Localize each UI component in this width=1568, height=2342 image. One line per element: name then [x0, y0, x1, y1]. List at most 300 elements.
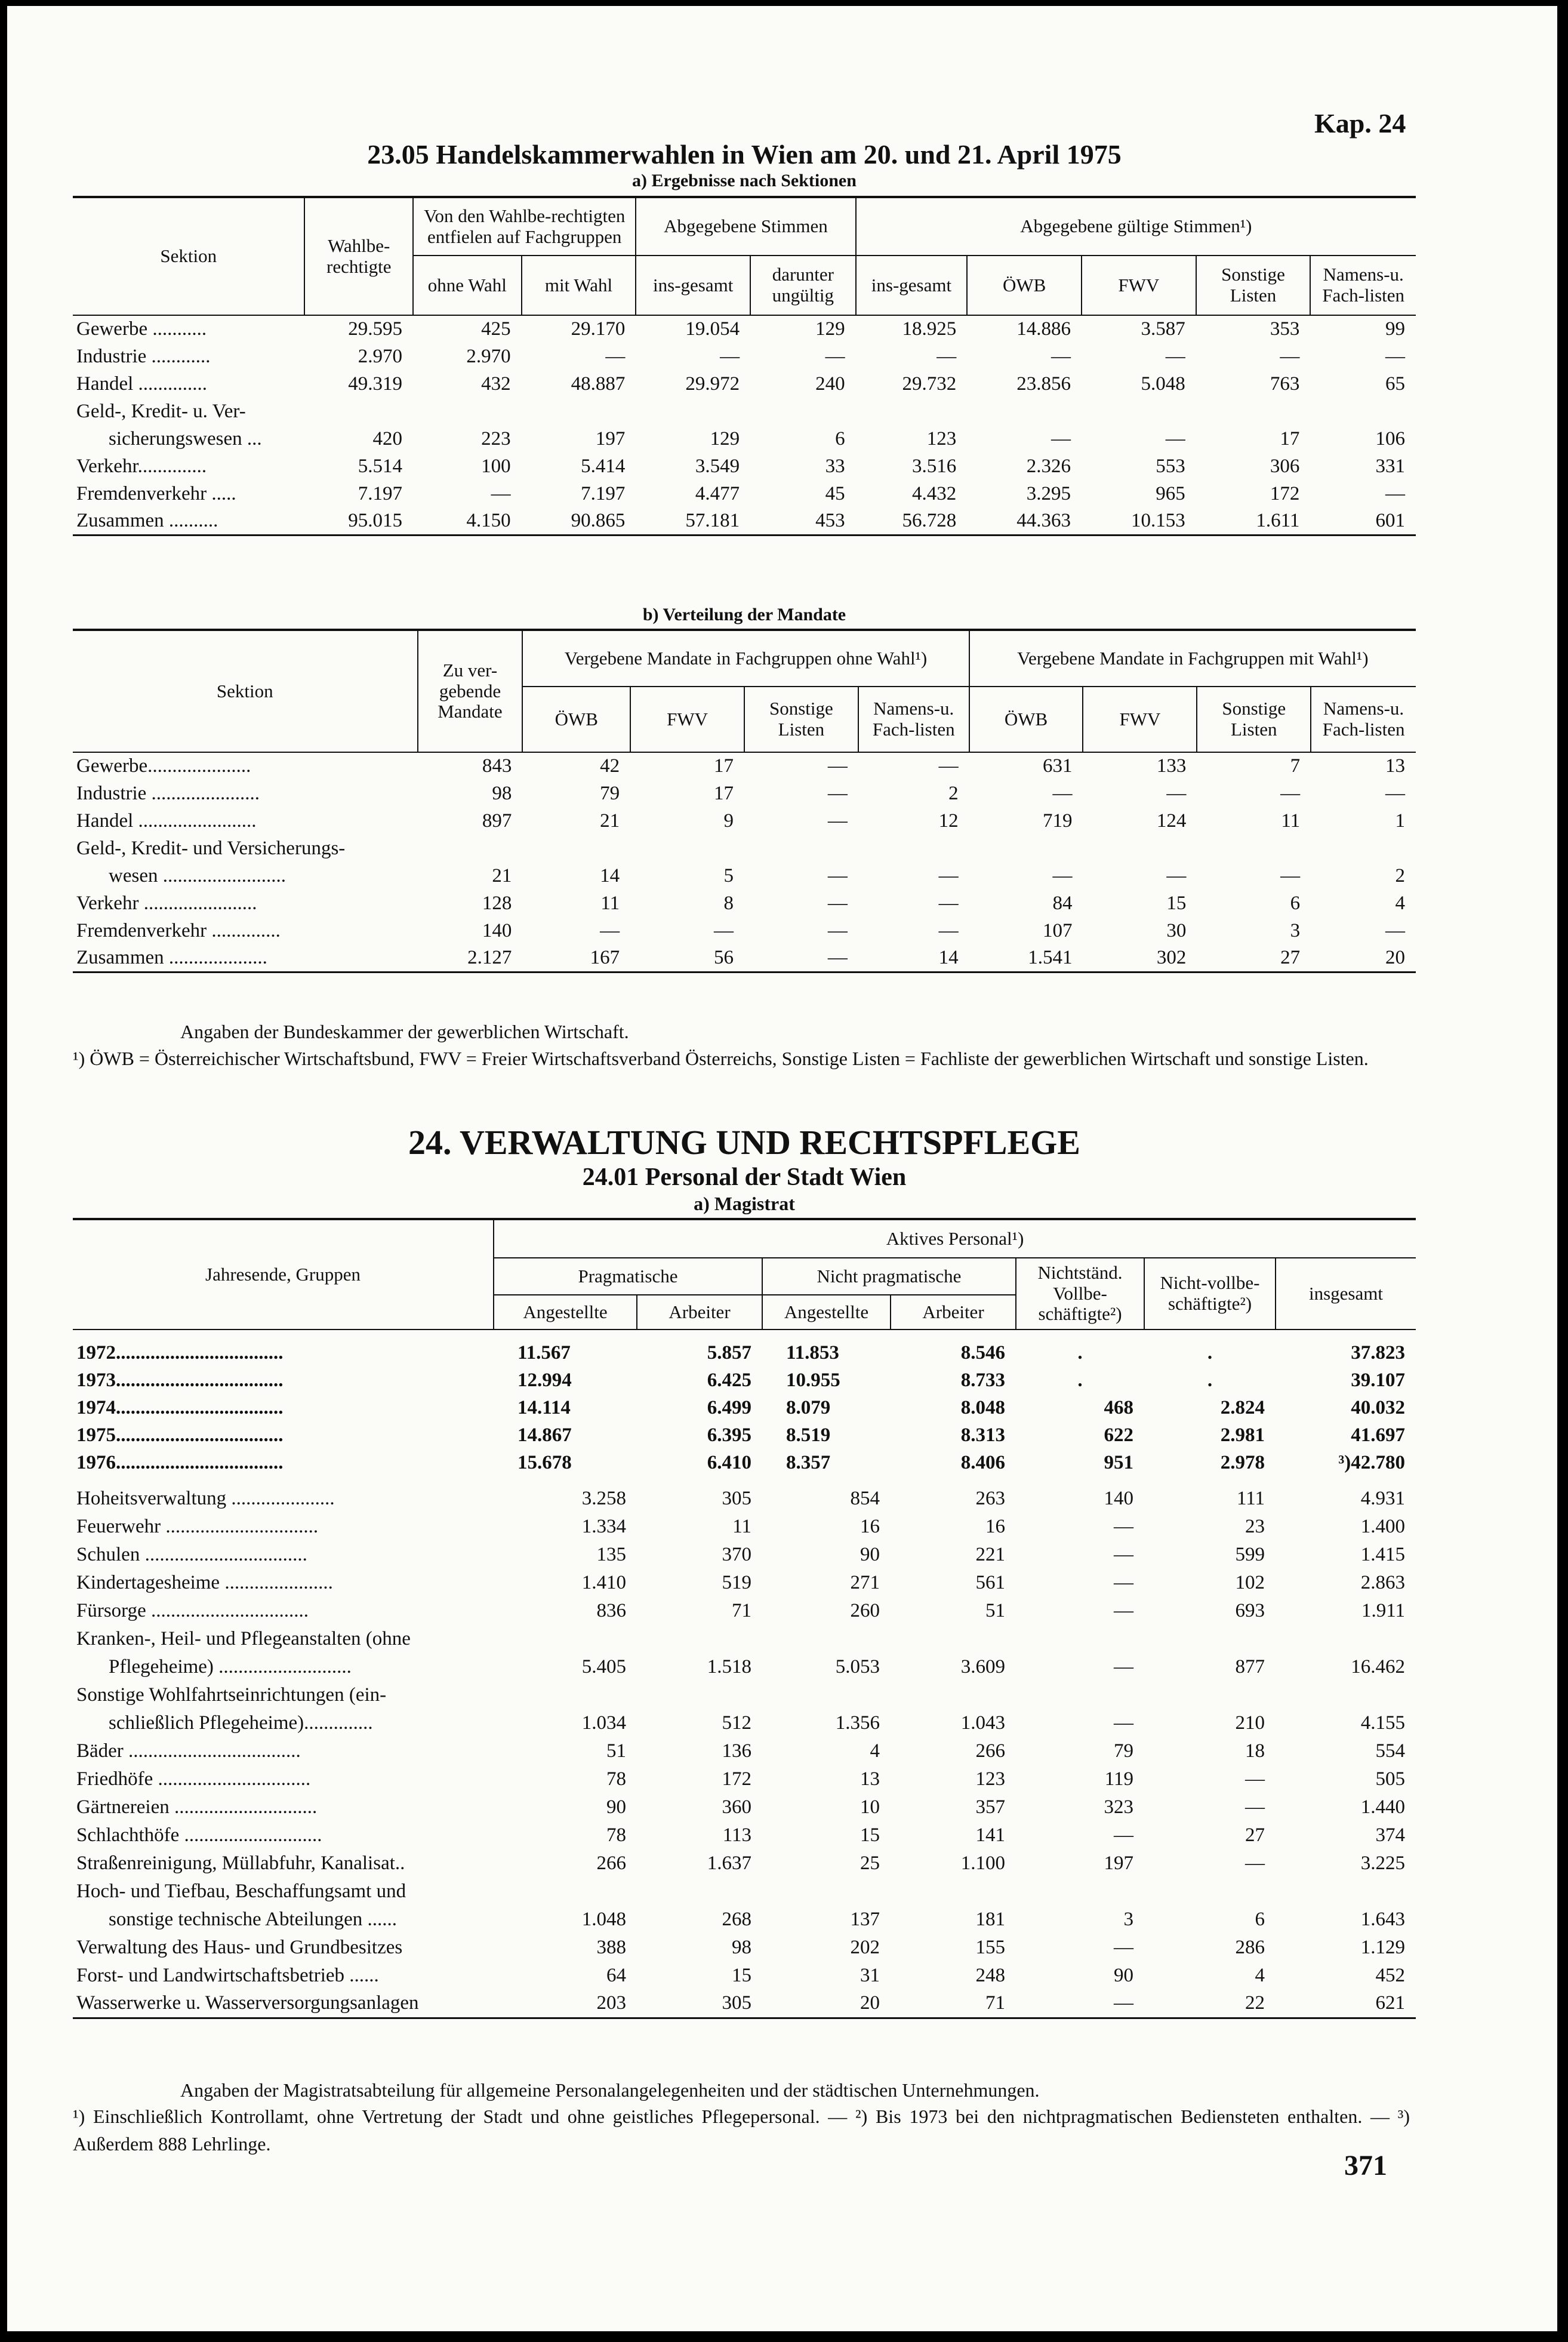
table-cell: —: [1166, 782, 1187, 804]
table-cell: 7.197: [358, 482, 403, 504]
table-cell: 64: [606, 1965, 626, 1986]
table-cell: 3.587: [1141, 318, 1185, 340]
table-row: [73, 1513, 1416, 1541]
table-row: [73, 752, 1416, 780]
table-cell: 98: [492, 782, 512, 804]
header-nichtstaend: Nichtständ. Vollbe-schäftigte²): [1016, 1258, 1144, 1330]
table-cell: 453: [815, 509, 845, 531]
table-cell: 4.150: [466, 509, 511, 531]
table-cell: 266: [596, 1852, 626, 1874]
header-zu-vergebende: Zu ver-gebende Mandate: [418, 630, 523, 752]
table-cell: 360: [722, 1796, 751, 1818]
table-cell: —: [937, 345, 957, 367]
row-label: Gewerbe ...........: [76, 318, 207, 340]
table-cell: 271: [850, 1572, 880, 1593]
table-cell: 8.733: [960, 1369, 1005, 1391]
table-cell: 79: [600, 782, 620, 804]
table-row: [73, 1765, 1416, 1793]
header-mit-wahl: Vergebene Mandate in Fachgruppen mit Wahl¹): [969, 630, 1416, 687]
table-cell: [1144, 1625, 1276, 1653]
row-label: Forst- und Landwirtschaftsbetrieb ......: [76, 1965, 379, 1986]
table-row: [73, 1821, 1416, 1849]
header-pragmatische: Pragmatische: [494, 1258, 762, 1295]
row-label: Bäder ...................................: [76, 1740, 301, 1762]
table-cell: 14.886: [1016, 318, 1071, 340]
table-cell: 95.015: [348, 509, 403, 531]
table-cell: 4.432: [912, 482, 957, 504]
table-row: [73, 807, 1416, 835]
table-cell: 39.107: [1351, 1369, 1405, 1391]
table-cell: 4: [870, 1740, 880, 1762]
table-title: 23.05 Handelskammerwahlen in Wien am 20. und 21. April 1975: [367, 139, 1122, 170]
table-cell: 18.925: [902, 318, 957, 340]
table-row: [73, 917, 1416, 944]
table-b: [73, 629, 1416, 973]
header-fwv: FWV: [1083, 687, 1197, 752]
table-cell: —: [1385, 782, 1405, 804]
header-owb: ÖWB: [967, 256, 1082, 315]
table-cell: [856, 398, 968, 425]
table-cell: 13: [860, 1768, 880, 1790]
table-cell: —: [938, 864, 959, 887]
table-cell: 353: [1270, 318, 1300, 340]
table-cell: —: [825, 345, 845, 367]
table-cell: 452: [1375, 1965, 1405, 1986]
table-cell: 27: [1280, 946, 1301, 968]
row-label: sonstige technische Abteilungen ......: [109, 1909, 397, 1930]
row-label: wesen .........................: [109, 864, 286, 887]
row-label: Verwaltung des Haus- und Grundbesitzes: [76, 1937, 403, 1958]
table-cell: 10.153: [1130, 509, 1185, 531]
table-cell: 877: [1235, 1656, 1265, 1678]
header-namens: Namens-u. Fach-listen: [1310, 256, 1416, 315]
table-cell: —: [713, 919, 734, 941]
header-insgesamt: insgesamt: [1276, 1258, 1416, 1330]
table-cell: 129: [815, 318, 845, 340]
table-row: [73, 398, 1416, 425]
table-cell: —: [1280, 345, 1300, 367]
table-row: [73, 944, 1416, 972]
table-cell: —: [827, 810, 848, 832]
table-cell: 1.356: [835, 1712, 880, 1734]
header-sektion: Sektion: [73, 197, 304, 315]
table-cell: [744, 835, 858, 862]
table-cell: 33: [825, 455, 845, 477]
table-cell: 432: [481, 373, 511, 395]
table-cell: 18: [1245, 1740, 1265, 1762]
table-cell: 167: [590, 946, 620, 968]
table-cell: 107: [1042, 919, 1073, 941]
table-cell: 1.048: [581, 1909, 626, 1930]
table-cell: 1.911: [1361, 1600, 1405, 1621]
header-sonstige: Sonstige Listen: [1196, 256, 1311, 315]
table-cell: 79: [1114, 1740, 1133, 1762]
table-cell: 1.034: [581, 1712, 626, 1734]
table-cell: 554: [1375, 1740, 1405, 1762]
table-cell: [762, 1625, 891, 1653]
table-a: [73, 196, 1416, 536]
table-row: [73, 862, 1416, 890]
table-cell: [1016, 1681, 1144, 1709]
table-row: [73, 1934, 1416, 1962]
table-cell: 84: [1052, 892, 1073, 914]
table-cell: 2: [948, 782, 959, 804]
table-cell: —: [827, 919, 848, 941]
table-cell: 17: [1280, 427, 1300, 450]
table-cell: 172: [1270, 482, 1300, 504]
table-cell: 197: [595, 427, 626, 450]
table-cell: 45: [825, 482, 845, 504]
table-cell: 2.981: [1220, 1424, 1265, 1446]
table-cell: 17: [713, 755, 734, 777]
table-row-year: [73, 1339, 1416, 1367]
header-sonstige: Sonstige Listen: [744, 687, 858, 752]
header-jahresende: Jahresende, Gruppen: [73, 1219, 494, 1330]
table-cell: 15: [1166, 892, 1187, 914]
table-cell: 22: [1245, 1992, 1265, 2014]
table-cell: 40.032: [1351, 1396, 1405, 1418]
table-cell: —: [1114, 1992, 1133, 2014]
footnote-b: ¹) ÖWB = Österreichischer Wirtschaftsbund, FWV = Freier Wirtschaftsverband Österreichs, Sonstige Listen = Fachliste der gewerblichen Wirtschaft und sonstige Listen.: [73, 1048, 1369, 1069]
table-cell: 5.048: [1141, 373, 1185, 395]
table-row: [73, 1681, 1416, 1709]
table-cell: 4.931: [1360, 1488, 1405, 1509]
table-cell: —: [1114, 1600, 1133, 1621]
document-page: [7, 6, 1557, 2331]
table-cell: 20: [1385, 946, 1405, 968]
table-cell: [1082, 398, 1196, 425]
row-label: Industrie ............: [76, 345, 211, 367]
row-label: Kindertagesheime ......................: [76, 1572, 333, 1593]
table-cell: ³)42.780: [1338, 1451, 1405, 1473]
table-cell: 21: [492, 864, 512, 887]
table-cell: 260: [850, 1600, 880, 1621]
table-cell: [762, 1878, 891, 1906]
row-label: sicherungswesen ...: [109, 427, 262, 450]
table-cell: 5: [723, 864, 734, 887]
table-cell: 8.519: [786, 1424, 831, 1446]
table-row: [73, 1849, 1416, 1878]
table-cell: 5.053: [835, 1656, 880, 1678]
table-row: [73, 425, 1416, 453]
table-cell: 123: [975, 1768, 1005, 1790]
row-label: Verkehr..............: [76, 455, 207, 477]
table-cell: —: [1114, 1712, 1133, 1734]
table-cell: —: [605, 345, 626, 367]
table-cell: 719: [1042, 810, 1073, 832]
table-cell: 2.127: [467, 946, 512, 968]
row-label: Geld-, Kredit- und Versicherungs-: [76, 837, 346, 859]
row-label: 1976..................................: [76, 1451, 284, 1473]
table-cell: 23: [1245, 1516, 1265, 1537]
table-cell: 4.155: [1360, 1712, 1405, 1734]
table-row-year: [73, 1421, 1416, 1449]
table-cell: 6.425: [707, 1369, 751, 1391]
table-cell: 57.181: [685, 509, 740, 531]
table-cell: 6: [1290, 892, 1301, 914]
table-cell: 141: [975, 1824, 1005, 1846]
table-row: [73, 835, 1416, 862]
section-title: 24.01 Personal der Stadt Wien: [582, 1164, 907, 1191]
table-cell: —: [1114, 1824, 1133, 1846]
row-label: Straßenreinigung, Müllabfuhr, Kanalisat..: [76, 1852, 405, 1874]
table-cell: 10: [860, 1796, 880, 1818]
table-cell: 29.732: [902, 373, 957, 395]
table-cell: 8.079: [786, 1396, 831, 1418]
row-label: Zusammen ....................: [76, 946, 267, 968]
row-label: Friedhöfe ...............................: [76, 1768, 311, 1790]
header-nicht-pragmatische: Nicht pragmatische: [762, 1258, 1016, 1295]
table-cell: 2.824: [1220, 1396, 1265, 1418]
table-cell: 8.048: [960, 1396, 1005, 1418]
table-cell: 11.853: [786, 1341, 839, 1364]
table-cell: 210: [1235, 1712, 1265, 1734]
table-cell: 113: [722, 1824, 751, 1846]
table-cell: [1310, 398, 1416, 425]
table-cell: 3.549: [695, 455, 740, 477]
table-cell: 124: [1156, 810, 1187, 832]
table-cell: 27: [1245, 1824, 1265, 1846]
table-row-year: [73, 1394, 1416, 1421]
table-cell: [1144, 1878, 1276, 1906]
table-cell: 31: [860, 1965, 880, 1986]
table-cell: 19.054: [685, 318, 740, 340]
table-row: [73, 315, 1416, 343]
table-row-year: [73, 1367, 1416, 1394]
table-cell: 15.678: [517, 1451, 572, 1473]
row-label: 1974..................................: [76, 1396, 284, 1418]
row-label: Gewerbe.....................: [76, 755, 251, 777]
table-cell: —: [600, 919, 620, 941]
table-cell: [1197, 835, 1311, 862]
table-cell: 140: [1104, 1488, 1133, 1509]
table-cell: [891, 1625, 1016, 1653]
row-label: 1972..................................: [76, 1341, 284, 1364]
table-cell: 266: [975, 1740, 1005, 1762]
table-cell: 6.410: [707, 1451, 751, 1473]
table-cell: 3.295: [1026, 482, 1071, 504]
table-cell: 331: [1375, 455, 1405, 477]
table-cell: [1016, 1625, 1144, 1653]
table-cell: [637, 1681, 762, 1709]
table-cell: [967, 398, 1082, 425]
table-cell: 90.865: [571, 509, 626, 531]
table-cell: 4: [1255, 1965, 1265, 1986]
table-cell: [494, 1681, 637, 1709]
table-cell: 100: [481, 455, 511, 477]
table-cell: 1: [1395, 810, 1405, 832]
table-cell: 11: [600, 892, 620, 914]
table-row: [73, 1962, 1416, 1990]
row-label: Kranken-, Heil- und Pflegeanstalten (ohne: [76, 1628, 411, 1649]
table-cell: 98: [732, 1937, 751, 1958]
source-note-b: Angaben der Bundeskammer der gewerblichen Wirtschaft.: [180, 1021, 629, 1042]
table-cell: —: [1385, 919, 1405, 941]
table-cell: —: [1114, 1937, 1133, 1958]
table-cell: 44.363: [1016, 509, 1071, 531]
table-cell: 135: [596, 1544, 626, 1565]
table-cell: 202: [850, 1937, 880, 1958]
table-cell: —: [1166, 864, 1187, 887]
table-row: [73, 1653, 1416, 1681]
table-cell: 56.728: [902, 509, 957, 531]
table-cell: 6: [835, 427, 845, 450]
header-angestellte-2: Angestellte: [762, 1295, 891, 1330]
table-cell: 136: [722, 1740, 751, 1762]
table-cell: 248: [975, 1965, 1005, 1986]
row-label: Fremdenverkehr ..............: [76, 919, 281, 941]
table-cell: —: [827, 782, 848, 804]
table-cell: 102: [1235, 1572, 1265, 1593]
table-cell: 519: [722, 1572, 751, 1593]
table-cell: 25: [860, 1852, 880, 1874]
table-cell: 119: [1104, 1768, 1133, 1790]
table-cell: 8.313: [960, 1424, 1005, 1446]
table-cell: 3: [1290, 919, 1301, 941]
table-cell: 16: [985, 1516, 1005, 1537]
table-cell: —: [1051, 345, 1071, 367]
table-row: [73, 1541, 1416, 1569]
table-cell: 4.477: [695, 482, 740, 504]
table-cell: 30: [1166, 919, 1187, 941]
table-cell: 263: [975, 1488, 1005, 1509]
table-cell: 11.567: [517, 1341, 571, 1364]
table-cell: 37.823: [1351, 1341, 1405, 1364]
spacer-row: [73, 1330, 1416, 1339]
table-cell: .: [1207, 1341, 1213, 1364]
header-insgesamt: ins-gesamt: [636, 256, 750, 315]
table-cell: 12.994: [517, 1369, 572, 1391]
table-cell: [969, 835, 1083, 862]
table-cell: 1.400: [1360, 1516, 1405, 1537]
table-row: [73, 1906, 1416, 1934]
table-cell: [1276, 1681, 1416, 1709]
table-row-year: [73, 1449, 1416, 1476]
table-row: [73, 1990, 1416, 2018]
table-cell: 90: [860, 1544, 880, 1565]
table-cell: [1276, 1878, 1416, 1906]
table-cell: —: [1052, 864, 1073, 887]
table-cell: 90: [1114, 1965, 1133, 1986]
table-cell: 14.867: [517, 1424, 572, 1446]
table-cell: 20: [860, 1992, 880, 2014]
table-cell: 5.514: [358, 455, 403, 477]
table-cell: 836: [596, 1600, 626, 1621]
table-row: [73, 780, 1416, 807]
row-label: 1973..................................: [76, 1369, 284, 1391]
header-sonstige: Sonstige Listen: [1197, 687, 1311, 752]
table-cell: 302: [1156, 946, 1187, 968]
footnote-c: ¹) Einschließlich Kontrollamt, ohne Vertretung der Stadt und ohne geistliches Pflegepersonal. — ²) Bis 1973 bei den nichtpragmatischen Bediensteten enthalten. — ³) Außerdem 888 Lehrlinge.: [73, 2106, 1410, 2155]
chapter-label: Kap. 24: [1314, 108, 1406, 139]
table-cell: 15: [732, 1965, 751, 1986]
row-label: schließlich Pflegeheime)..............: [109, 1712, 373, 1734]
table-cell: [413, 398, 522, 425]
table-cell: [522, 835, 630, 862]
table-row: [73, 480, 1416, 507]
table-cell: 1.643: [1360, 1909, 1405, 1930]
table-cell: 357: [975, 1796, 1005, 1818]
table-cell: 1.611: [1256, 509, 1300, 531]
table-cell: 374: [1375, 1824, 1405, 1846]
header-ins2: ins-gesamt: [856, 256, 968, 315]
table-cell: —: [938, 892, 959, 914]
table-cell: 128: [482, 892, 512, 914]
table-cell: —: [1114, 1656, 1133, 1678]
header-fwv: FWV: [1082, 256, 1196, 315]
table-cell: 65: [1385, 373, 1405, 395]
table-cell: [1196, 398, 1311, 425]
table-cell: 2.863: [1360, 1572, 1405, 1593]
table-cell: 6.499: [707, 1396, 751, 1418]
row-label: Handel ..............: [76, 373, 208, 395]
table-cell: 553: [1156, 455, 1185, 477]
table-cell: 106: [1375, 427, 1405, 450]
table-cell: —: [827, 892, 848, 914]
header-von-den: Von den Wahlbe-rechtigten entfielen auf Fachgruppen: [413, 197, 636, 256]
table-row: [73, 1878, 1416, 1906]
table-cell: —: [720, 345, 740, 367]
table-cell: —: [1051, 427, 1071, 450]
table-cell: 111: [1236, 1488, 1265, 1509]
table-cell: 133: [1156, 755, 1187, 777]
row-label: Sonstige Wohlfahrtseinrichtungen (ein-: [76, 1684, 387, 1706]
table-cell: 11: [1281, 810, 1301, 832]
section-subtitle: a) Magistrat: [694, 1193, 795, 1214]
table-row: [73, 1569, 1416, 1597]
table-cell: 1.043: [960, 1712, 1005, 1734]
table-cell: 197: [1104, 1852, 1133, 1874]
page-number: 371: [1344, 2150, 1387, 2181]
table-cell: [630, 835, 744, 862]
table-cell: 2.978: [1220, 1451, 1265, 1473]
table-cell: 1.415: [1360, 1544, 1405, 1565]
table-cell: 137: [850, 1909, 880, 1930]
table-cell: 3.225: [1360, 1852, 1405, 1874]
table-cell: 621: [1375, 1992, 1405, 2014]
header-mit-wahl: mit Wahl: [522, 256, 636, 315]
table-cell: 1.334: [581, 1516, 626, 1537]
row-label: Handel ........................: [76, 810, 257, 832]
table-cell: 49.319: [348, 373, 403, 395]
table-cell: 3.516: [912, 455, 957, 477]
header-angestellte-1: Angestellte: [494, 1295, 637, 1330]
table-cell: 7.197: [581, 482, 626, 504]
table-cell: —: [827, 755, 848, 777]
table-cell: 2.970: [358, 345, 403, 367]
table-cell: 23.856: [1016, 373, 1071, 395]
row-label: Industrie ......................: [76, 782, 260, 804]
table-cell: [304, 398, 413, 425]
table-cell: [1016, 1878, 1144, 1906]
table-cell: 6: [1255, 1909, 1265, 1930]
header-fwv: FWV: [630, 687, 744, 752]
table-row: [73, 1597, 1416, 1625]
table-cell: —: [1280, 864, 1301, 887]
table-cell: 29.595: [348, 318, 403, 340]
table-cell: 42: [600, 755, 620, 777]
header-owb: ÖWB: [522, 687, 630, 752]
table-cell: [891, 1878, 1016, 1906]
table-cell: [1144, 1681, 1276, 1709]
table-cell: 951: [1104, 1451, 1133, 1473]
table-cell: 599: [1235, 1544, 1265, 1565]
table-cell: —: [1114, 1572, 1133, 1593]
table-row: [73, 507, 1416, 535]
table-row: [73, 1793, 1416, 1821]
table-cell: 71: [985, 1992, 1005, 2014]
table-cell: 12: [938, 810, 959, 832]
